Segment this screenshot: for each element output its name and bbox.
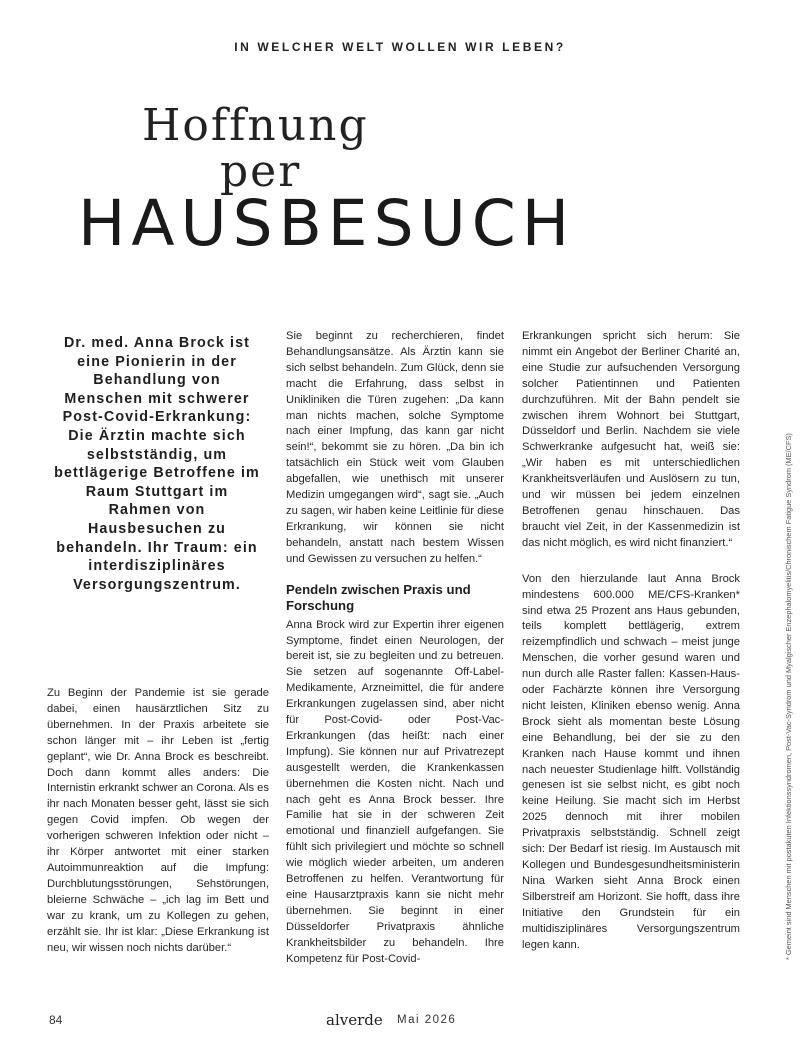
- body-paragraph: Von den hierzulande laut Anna Brock mindestens 600.000 ME/CFS-Kranken* sind etwa 25 Prozent ans Haus gebunden, teils komplett bettlägerig, extrem reizempfindlich und schwach – meist junge Menschen, die vorher gesund waren und nun durch alle Raster fallen: Kassen-Haus- oder Fachärzte können ihre Versorgung nicht leisten, Kliniken ebenso wenig. Anna Brock sieht als momentan beste Lösung eine Behandlung, bei der sie zu den Kranken nach Hause kommt und ihnen nach neuester Studienlage hilft. Vollständig genesen ist sie selbst nicht, es gibt noch keine Heilung. Sie macht sich im Herbst 2025 dennoch mit ihrer mobilen Privatpraxis selbstständig. Schnell zeigt sich: Der Bedarf ist riesig. Im Austausch mit Kollegen und Bundesgesundheitsministerin Nina Warken sieht Anna Brock einen Silberstreif am Horizont. Sie hofft, dass ihre Initiative den Grundstein für ein multidisziplinäres Versorgungszentrum legen kann.: [522, 572, 740, 951]
- brand-logo: alverde: [326, 1011, 383, 1029]
- body-paragraph: Sie beginnt zu recherchieren, findet Behandlungsansätze. Als Ärztin kann sie sich selbst behandeln. Zum Glück, denn sie macht die Erfahrung, dass selbst in Unikliniken die Türen zugehen: „Da kann man nichts machen, solche Symptome nach einer Impfung, das kann gar nicht sein!“, bekommt sie zu hören. „Da bin ich tatsächlich ein Stück weit vom Glauben abgefallen, wie unethisch mit unserer Medizin umgegangen wird“, sagt sie. „Auch zu sagen, wir haben keine Leitlinie für diese Erkrankung, wir können sie nicht behandeln, anstatt nach bestem Wissen und Gewissen zu versuchen zu helfen.“: [286, 330, 504, 565]
- headline-line-2: per: [220, 146, 302, 197]
- body-column-1: [47, 686, 269, 956]
- kicker: IN WELCHER WELT WOLLEN WIR LEBEN?: [234, 40, 566, 54]
- issue-date: Mai 2026: [397, 1014, 457, 1026]
- lead-paragraph: Dr. med. Anna Brock ist eine Pionierin in der Behandlung von Menschen mit schwerer Post-Covid-Erkrankung: Die Ärztin machte sich selbstständig, um bettlägerige Betroffene im Raum Stuttgart im Rahmen von Hausbesuchen zu behandeln. Ihr Traum: ein interdisziplinäres Versorgungszentrum.: [54, 335, 260, 593]
- footnote: * Gemeint sind Menschen mit postakuten Infektionssyndromen, Post-Vac-Syndrom und Myalgischer Enzephalomyelitis/Chronischem Fatigue Syndrom (ME/CFS): [784, 433, 793, 960]
- body-column-3: [522, 329, 740, 953]
- page-number: 84: [49, 1013, 63, 1027]
- headline-line-3: HAUSBESUCH: [78, 187, 576, 260]
- headline-line-1: Hoffnung: [142, 100, 369, 151]
- body-column-2: [286, 329, 504, 968]
- body-paragraph: Zu Beginn der Pandemie ist sie gerade dabei, einen hausärztlichen Sitz zu übernehmen. In der Praxis arbeitete sie schon länger mit – ihr Leben ist „fertig geplant“, wie Dr. Anna Brock es beschreibt. Doch dann kommt alles anders: Die Internistin erkrankt schwer an Corona. Als es ihr nach Monaten besser geht, lässt sie sich gegen Covid impfen. Ob wegen der vorherigen schweren Infektion oder nicht – ihr Körper antwortet mit einer starken Autoimmunreaktion auf die Impfung: Durchblutungsstörungen, Sehstörungen, bleierne Schwäche – „ich lag im Bett und war zu krank, um zu Kollegen zu gehen, erzählt sie. Ihr ist klar: „Diese Erkrankung ist neu, wir wissen noch nichts darüber.“: [47, 687, 269, 954]
- body-paragraph: Erkrankungen spricht sich herum: Sie nimmt ein Angebot der Berliner Charité an, eine Studie zur aufsuchenden Versorgung solcher Patientinnen und Patienten durchzuführen. Mit der Bahn pendelt sie zwischen ihrem Wohnort bei Stuttgart, Düsseldorf und Berlin. Nachdem sie viele Schwerkranke aufgesucht hat, weiß sie: „Wir haben es mit unterschiedlichen Krankheitsverläufen und Auslösern zu tun, und wir müssen bei jedem einzelnen Betroffenen genau hinschauen. Das braucht viel Zeit, in der Kassenmedizin ist das nicht möglich, es wird nicht finanziert.“: [522, 330, 740, 549]
- subheading: Pendeln zwischen Praxis und Forschung: [286, 581, 471, 614]
- body-paragraph: Anna Brock wird zur Expertin ihrer eigenen Symptome, findet einen Neurologen, der bereit ist, sie zu begleiten und zu betreuen. Sie setzen auf sogenannte Off-Label-Medikamente, Arzneimittel, die für andere Erkrankungen zugelassen sind, aber nicht für Post-Covid- oder Post-Vac-Erkrankungen (das heißt: nach einer Impfung). Sie können nur auf Privatrezept ausgestellt werden, die Krankenkassen übernehmen die Kosten nicht. Nach und nach geht es Anna Brock besser. Ihre Familie hat sie in der schweren Zeit emotional und finanziell aufgefangen. Sie fühlt sich privilegiert und möchte so schnell wie möglich wieder arbeiten, um anderen Betroffenen zu helfen. Verantwortung für eine Hausarztpraxis kann sie nicht mehr übernehmen. Sie beginnt in einer Düsseldorfer Privatpraxis ähnliche Krankheitsbilder zu behandeln. Ihre Kompetenz für Post-Covid-: [286, 618, 504, 965]
- paragraph-gap: [522, 552, 740, 572]
